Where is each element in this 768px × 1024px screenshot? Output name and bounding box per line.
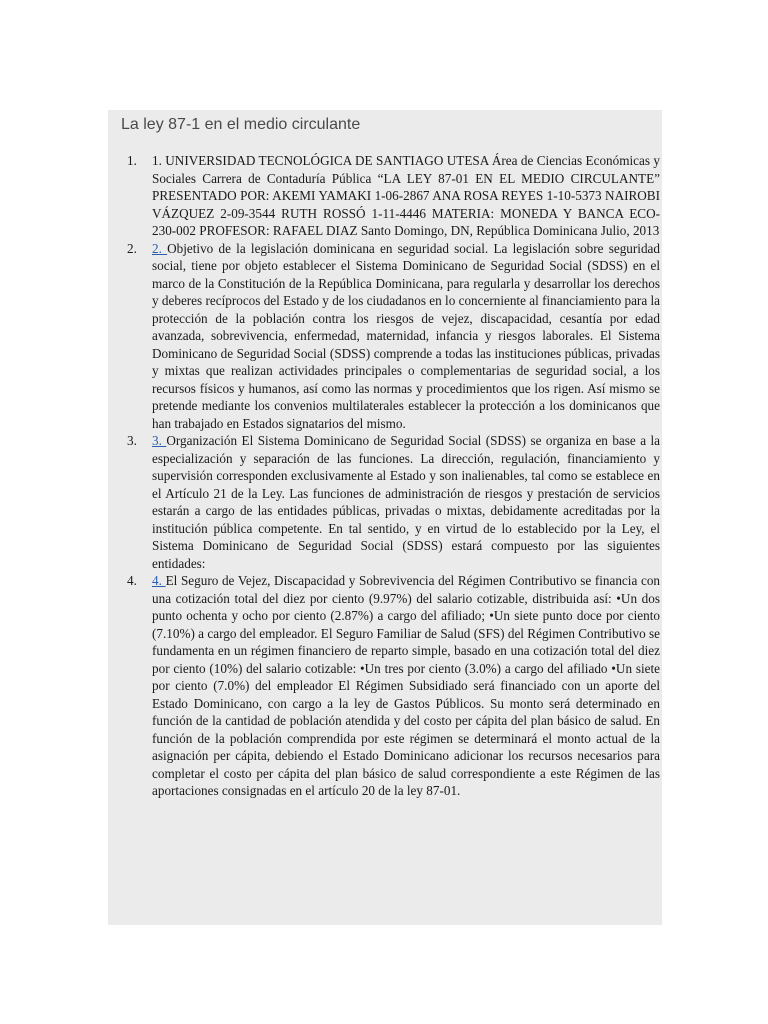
page-link-3[interactable]: 3. (152, 433, 167, 448)
document-title: La ley 87-1 en el medio circulante (121, 116, 361, 133)
list-item-number: 4. (127, 573, 137, 588)
list-item (127, 432, 661, 572)
list-item-text: 1. UNIVERSIDAD TECNOLÓGICA DE SANTIAGO UTESA Área de Ciencias Económicas y Sociales Carrera de Contaduría Pública “LA LEY 87-01 EN EL MEDIO CIRCULANTE” PRESENTADO POR: AKEMI YAMAKI 1-06-2867 ANA ROSA REYES 1-10-5373 NAIROBI VÁZQUEZ 2-09-3544 RUTH ROSSÓ 1-11-4446 MATERIA: MONEDA Y BANCA ECO-230-002 PROFESOR: RAFAEL DIAZ Santo Domingo, DN, República Dominicana Julio, 2013 (152, 153, 660, 238)
list-item (127, 152, 660, 240)
document-title-bar (108, 110, 662, 140)
list-item-text: Objetivo de la legislación dominicana en seguridad social. La legislación sobre seguridad social, tiene por objeto establecer el Sistema Dominicano de Seguridad Social (SDSS) en el marco de la Constitución de la República Dominicana, para regularla y desarrollar los derechos y deberes recíprocos del Estado y de los ciudadanos en lo concerniente al financiamiento para la protección de la población contra los riesgos de vejez, discapacidad, cesantía por edad avanzada, sobrevivencia, enfermedad, maternidad, infancia y riesgos laborales. El Sistema Dominicano de Seguridad Social (SDSS) comprende a todas las instituciones públicas, privadas y mixtas que realizan actividades principales o complementarias de seguridad social, a los recursos físicos y humanos, así como las normas y procedimientos que los rigen. Así mismo se pretende mediante los convenios multilaterales establecer la protección a los dominicanos que han trabajado en Estados signatarios del mismo. (152, 240, 660, 431)
list-item-number: 1. (127, 153, 137, 168)
list-item-text: El Seguro de Vejez, Discapacidad y Sobrevivencia del Régimen Contributivo se financia con una cotización total del diez por ciento (9.97%) del salario cotizable, distribuida así: •Un dos punto ochenta y ocho por ciento (2.87%) a cargo del afiliado; •Un siete punto doce por ciento (7.10%) a cargo del empleador. El Seguro Familiar de Salud (SFS) del Régimen Contributivo se fundamenta en un régimen financiero de reparto simple, basado en una cotización total del diez por ciento (10%) del salario cotizable: •Un tres por ciento (3.0%) a cargo del afiliado •Un siete por ciento (7.0%) del empleador El Régimen Subsidiado será financiado con un aporte del Estado Dominicano, con cargo a la ley de Gastos Públicos. Su monto será determinado en función de la cantidad de población atendida y del costo per cápita del plan básico de salud. En función de la población comprendida por este régimen se determinará el monto actual de la asignación per cápita, debiendo el Estado Dominicano adicionar los recursos necesarios para completar el costo per cápita del plan básico de salud correspondiente a este Régimen de las aportaciones consignadas en el artículo 20 de la ley 87-01. (152, 573, 661, 798)
list-item-text: Organización El Sistema Dominicano de Seguridad Social (SDSS) se organiza en base a la especialización y separación de las funciones. La dirección, regulación, financiamiento y supervisión corresponden exclusivamente al Estado y son inalienables, tal como se establece en el Artículo 21 de la Ley. Las funciones de administración de riesgos y prestación de servicios estarán a cargo de las entidades públicas, privadas o mixtas, debidamente acreditadas por la institución pública competente. En tal sentido, y en virtud de lo establecido por la Ley, el Sistema Dominicano de Seguridad Social (SDSS) estará compuesto por las siguientes entidades: (152, 433, 661, 571)
list-item-number: 2. (127, 240, 137, 256)
page-link-4[interactable]: 4. (152, 573, 166, 588)
page-list (127, 152, 661, 800)
list-item (127, 240, 660, 433)
list-item (127, 572, 661, 800)
document-content (108, 140, 662, 925)
list-item-number: 3. (127, 433, 137, 448)
page-link-2[interactable]: 2. (152, 240, 168, 256)
